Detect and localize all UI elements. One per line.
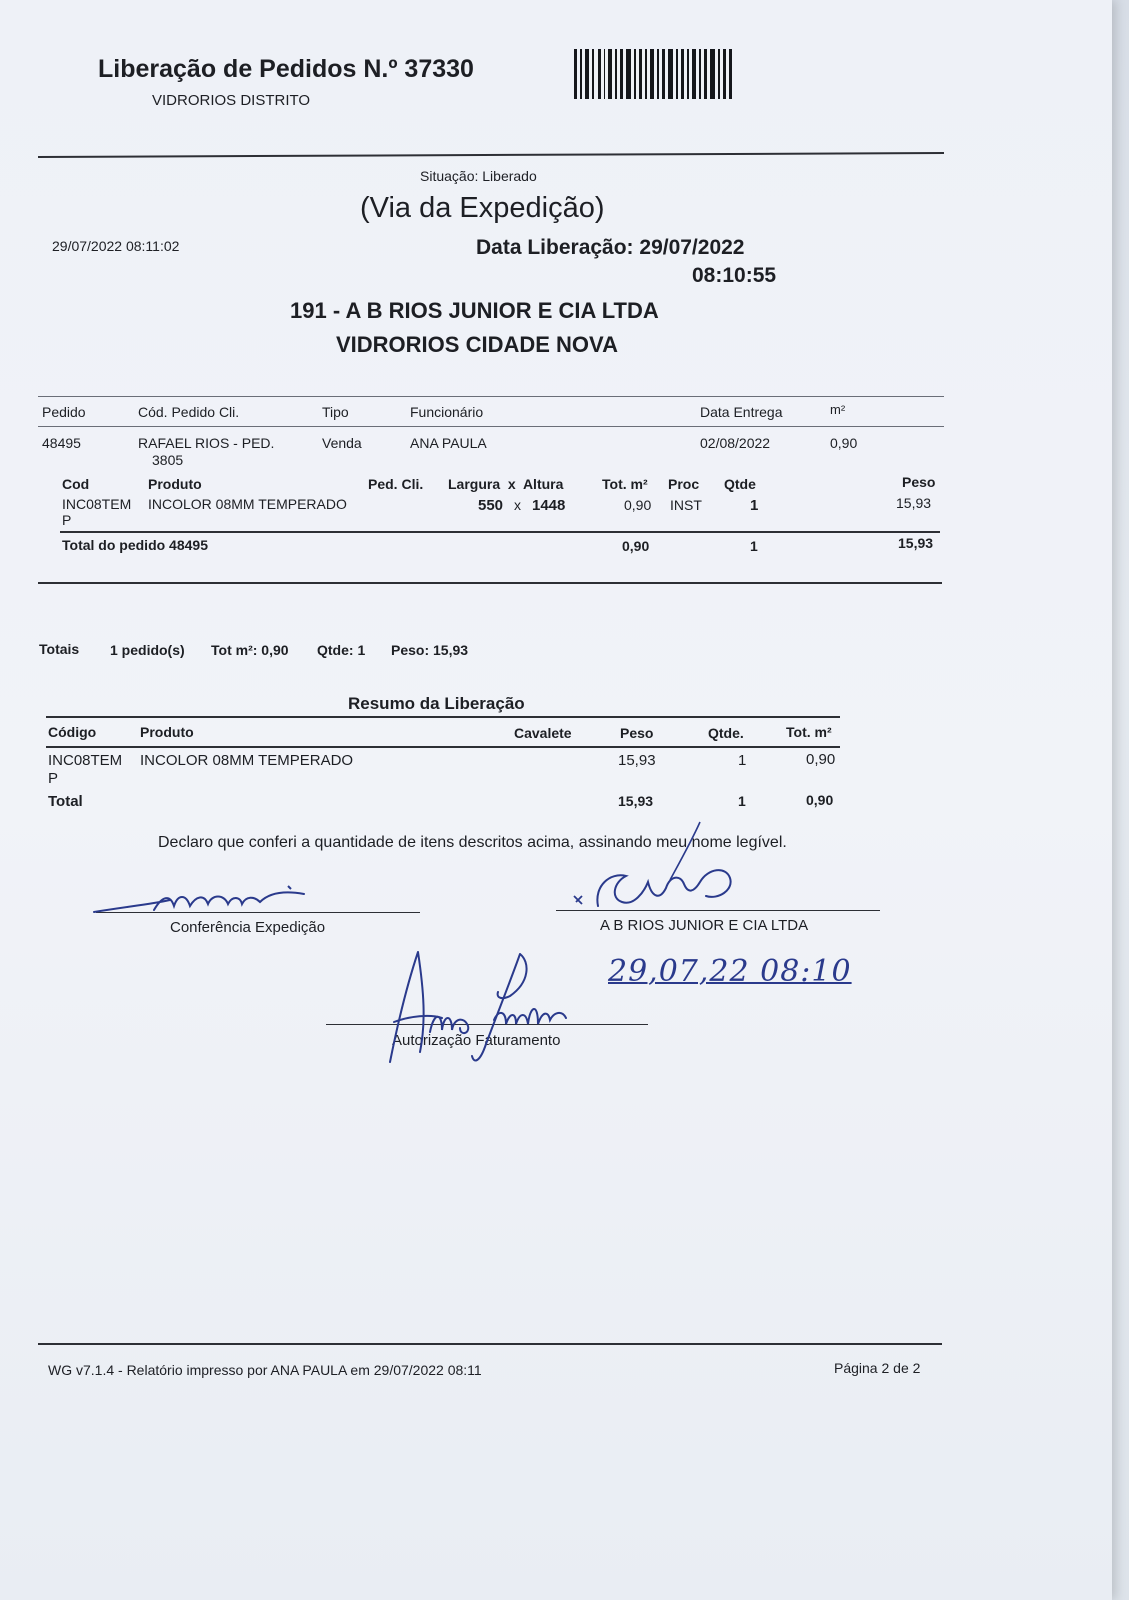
summary-total-peso: 15,93 [618, 793, 654, 809]
item-qtde: 1 [750, 497, 759, 514]
summary-col-produto: Produto [140, 724, 194, 740]
totals-orders: 1 pedido(s) [110, 642, 185, 658]
release-time: 08:10:55 [692, 264, 777, 287]
handwritten-signature-conferencia [92, 882, 322, 922]
document-title: Liberação de Pedidos N.º 37330 [98, 55, 474, 83]
item-col-cod: Cod [62, 476, 90, 492]
handwritten-signature-company [574, 822, 754, 922]
item-peso: 15,93 [896, 495, 932, 511]
col-data-entrega: Data Entrega [700, 404, 783, 420]
handwritten-date: 29,07,22 08:10 [608, 954, 852, 989]
order-funcionario: ANA PAULA [410, 435, 487, 451]
item-tot-m2: 0,90 [624, 497, 652, 513]
item-col-tot-m2: Tot. m² [602, 476, 648, 492]
summary-col-tot-m2: Tot. m² [786, 724, 832, 740]
footer-print-info: WG v7.1.4 - Relatório impresso por ANA PAULA em 29/07/2022 08:11 [48, 1362, 482, 1378]
item-cod-line1: INC08TEM [62, 496, 132, 512]
item-col-peso: Peso [902, 474, 936, 490]
totals-label: Totais [39, 641, 80, 657]
summary-row-codigo-line2: P [48, 770, 59, 787]
order-m2: 0,90 [830, 435, 858, 451]
item-altura: 1448 [532, 497, 566, 514]
release-date: Data Liberação: 29/07/2022 [476, 236, 745, 259]
summary-title: Resumo da Liberação [348, 694, 525, 713]
item-col-proc: Proc [668, 476, 700, 492]
summary-row-codigo-line1: INC08TEM [48, 752, 123, 769]
conferencia-label: Conferência Expedição [170, 919, 326, 936]
summary-row-qtde: 1 [738, 752, 747, 769]
col-pedido: Pedido [42, 404, 86, 420]
summary-row-produto: INCOLOR 08MM TEMPERADO [140, 752, 354, 769]
col-tipo: Tipo [322, 404, 349, 420]
client-name: 191 - A B RIOS JUNIOR E CIA LTDA [290, 298, 659, 323]
summary-col-codigo: Código [48, 724, 97, 740]
item-col-ped-cli: Ped. Cli. [368, 476, 424, 492]
order-total-peso: 15,93 [898, 535, 934, 551]
totals-m2: Tot m²: 0,90 [211, 642, 289, 658]
barcode [574, 49, 732, 99]
order-header-rule [38, 426, 944, 427]
client-store: VIDRORIOS CIDADE NOVA [336, 332, 618, 357]
summary-col-peso: Peso [620, 725, 654, 741]
handwritten-signature-ana-paula [380, 952, 600, 1072]
item-col-largura-altura: Largura x Altura [448, 476, 564, 492]
autorizacao-label: Autorização Faturamento [392, 1032, 561, 1049]
order-cod-pedido-cli-line1: RAFAEL RIOS - PED. [138, 435, 275, 451]
col-funcionario: Funcionário [410, 404, 484, 420]
totals-peso: Peso: 15,93 [391, 642, 469, 658]
order-total-qtde: 1 [750, 538, 758, 554]
summary-row-tot-m2: 0,90 [806, 751, 836, 768]
status-label: Situação: Liberado [420, 168, 537, 184]
item-cod-line2: P [62, 512, 72, 528]
summary-total-qtde: 1 [738, 793, 746, 809]
footer-rule [38, 1343, 942, 1345]
item-col-qtde: Qtde [724, 476, 756, 492]
company-label: A B RIOS JUNIOR E CIA LTDA [600, 917, 809, 934]
summary-total-label: Total [48, 793, 83, 810]
item-largura: 550 [478, 497, 504, 514]
summary-total-tot-m2: 0,90 [806, 792, 834, 808]
document-subtitle: VIDRORIOS DISTRITO [152, 92, 311, 109]
totals-qtde: Qtde: 1 [317, 642, 366, 658]
item-produto: INCOLOR 08MM TEMPERADO [148, 496, 347, 512]
summary-top-rule [46, 716, 840, 718]
copy-type-title: (Via da Expedição) [360, 192, 605, 224]
printed-timestamp: 29/07/2022 08:11:02 [52, 238, 180, 254]
col-cod-pedido-cli: Cód. Pedido Cli. [138, 404, 240, 420]
summary-header-rule [46, 746, 840, 748]
order-total-label: Total do pedido 48495 [62, 537, 208, 553]
order-pedido: 48495 [42, 435, 81, 451]
order-tipo: Venda [322, 435, 362, 451]
order-bottom-rule [38, 582, 942, 584]
order-top-rule [38, 396, 944, 397]
summary-row-peso: 15,93 [618, 752, 656, 769]
order-total-m2: 0,90 [622, 538, 650, 554]
item-proc: INST [670, 497, 702, 513]
declaration-text: Declaro que conferi a quantidade de itens descritos acima, assinando meu nome legível. [158, 834, 787, 851]
header-divider [38, 152, 944, 158]
order-cod-pedido-cli-line2: 3805 [152, 452, 184, 468]
col-m2: m² [830, 402, 846, 417]
order-data-entrega: 02/08/2022 [700, 435, 771, 451]
item-total-rule [60, 531, 940, 533]
summary-col-qtde: Qtde. [708, 725, 744, 741]
item-col-produto: Produto [148, 476, 202, 492]
footer-page-number: Página 2 de 2 [834, 1360, 921, 1376]
summary-col-cavalete: Cavalete [514, 725, 572, 741]
item-x: x [514, 497, 521, 513]
